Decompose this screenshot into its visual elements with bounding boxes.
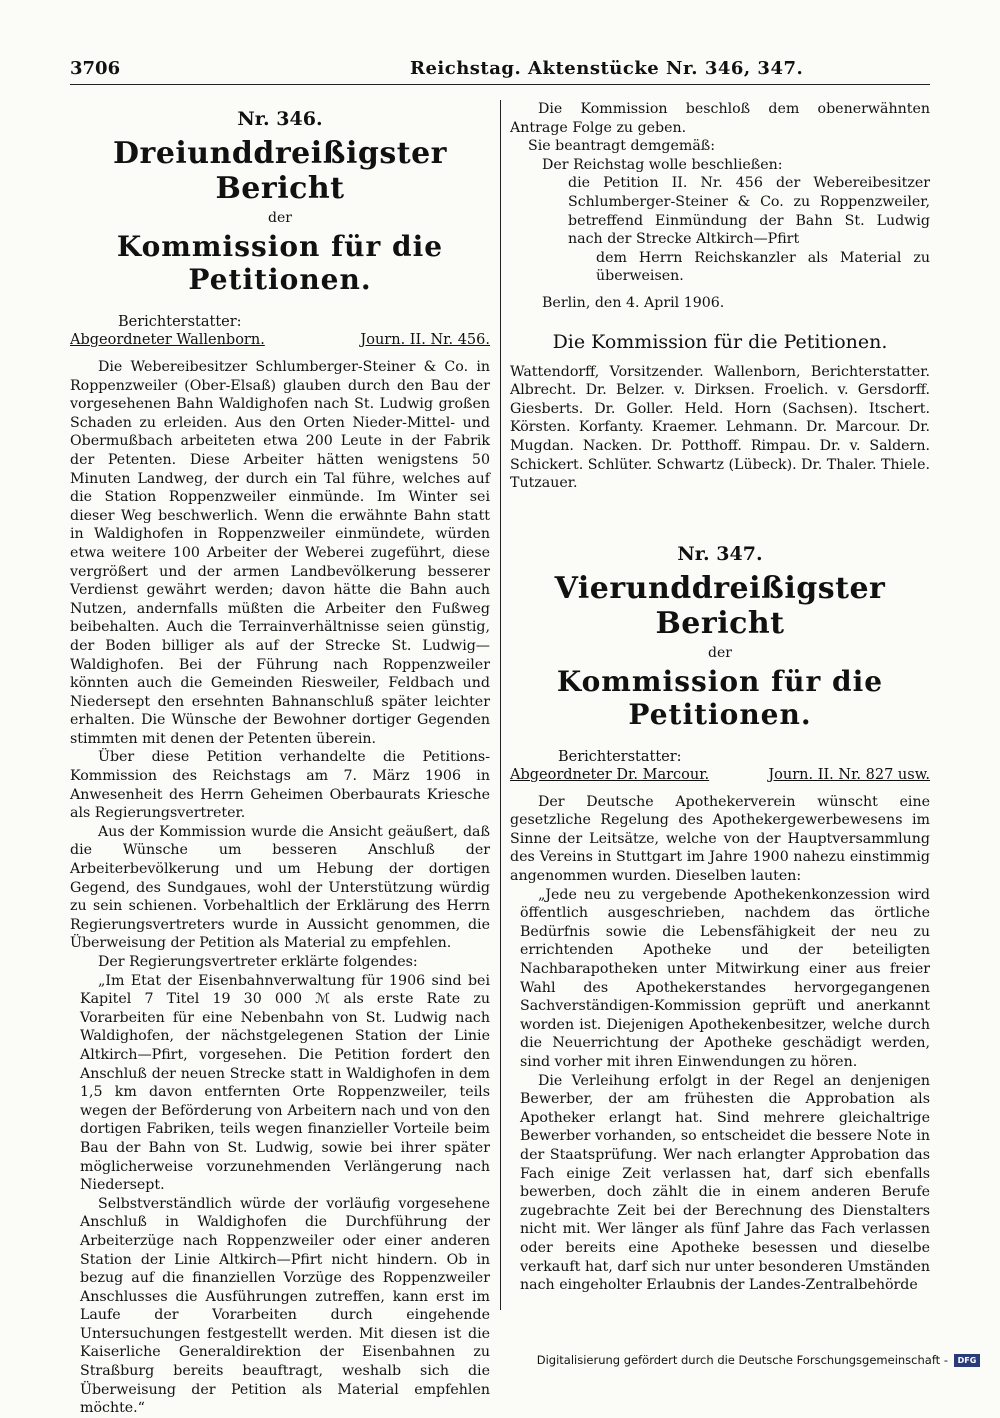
- paragraph: Aus der Kommission wurde die Ansicht geäußert, daß die Wünsche um besseren Anschluß der Arbeiterbevölkerung und um Hebung der dortigen Gegend, des Sundgaues, wohl der Unterstützung würdig zu sein schienen. Vorbehaltlich der Erklärung des Herrn Regierungsvertreters wurde in Aussicht genommen, die Überweisung der Petition als Material zu empfehlen.: [70, 823, 490, 952]
- digitization-text: Digitalisierung gefördert durch die Deutsche Forschungsgemeinschaft -: [536, 1353, 948, 1367]
- right-column: [510, 100, 930, 1295]
- reporter-name: Abgeordneter Wallenborn.: [70, 332, 265, 348]
- paragraph: Über diese Petition verhandelte die Petitions-Kommission des Reichstags am 7. März 1906 in Anwesenheit des Herrn Geheimen Oberbaurats Kriesche als Regierungsvertreter.: [70, 749, 490, 822]
- page-number: 3706: [70, 58, 121, 79]
- document-number: Nr. 347.: [677, 542, 763, 565]
- dfg-logo: DFG: [954, 1354, 980, 1367]
- journal-number: Journ. II. Nr. 456.: [360, 332, 490, 348]
- journal-number: Journ. II. Nr. 827 usw.: [768, 766, 930, 783]
- title-connector: der: [268, 210, 292, 226]
- title-connector: der: [708, 644, 732, 661]
- commission-title: Kommission für die Petitionen.: [556, 664, 884, 731]
- running-head: Reichstag. Aktenstücke Nr. 346, 347.: [410, 58, 804, 79]
- report-title: Dreiunddreißigster Bericht: [113, 136, 447, 206]
- paragraph: Die Kommission beschloß dem obenerwähnten Antrage Folge zu geben.: [510, 101, 930, 136]
- paragraph: Der Deutsche Apothekerverein wünscht eine gesetzliche Regelung des Apothekergewerbewesens im Sinne der Leitsätze, welche von der Hauptversammlung des Vereins in Stuttgart im Jahre 1900 nahezu einstimmig angenommen wurden. Dieselben lauten:: [510, 793, 930, 885]
- quoted-paragraph: Selbstverständlich würde der vorläufig vorgesehene Anschluß in Waldighofen die Durchführung der Arbeiterzüge nach Roppenzweiler oder einer anderen Station der Linie Altkirch—Pfirt nicht hindern. Ob in bezug auf die finanziellen Vorzüge des Roppenzweiler Anschlusses die Ausführungen zutreffen, kann erst im Laufe der Vorarbeiten durch eingehende Untersuchungen festgestellt werden. Mit diesen ist die Kaiserliche Generaldirektion der Eisenbahnen zu Straßburg bereits beauftragt, weshalb sich die Überweisung der Petition als Material empfehlen möchte.“: [80, 1195, 490, 1417]
- paragraph: Der Reichstag wolle beschließen:: [542, 156, 783, 173]
- quoted-paragraph: Die Verleihung erfolgt in der Regel an denjenigen Bewerber, der am frühesten die Approbation als Apotheker erlangt hat. Sind mehrere gleichaltrige Bewerber vorhanden, so entscheidet die bessere Note in der Staatsprüfung. Wer nach erlangter Approbation das Fach einige Zeit verlassen hat, darf sich ebenfalls bewerben, doch zählt die in einem anderen Berufe zugebrachte Zeit bei der Berechnung des Dienstalters nicht mit. Wer länger als fünf Jahre das Fach verlassen oder bereits eine Apotheke besessen und dieselbe verkauft hat, darf sich nur unter besonderen Umständen nach eingeholter Erlaubnis der Landes-Zentralbehörde: [520, 1072, 930, 1294]
- column-divider: [500, 100, 501, 1310]
- member-list: Wattendorff, Vorsitzender. Wallenborn, Berichterstatter. Albrecht. Dr. Belzer. v. Dirksen. Froelich. v. Gersdorff. Giesberts. Dr. Goller. Held. Horn (Sachsen). Itschert. Körsten. Korfanty. Kraemer. Lehmann. Dr. Marcour. Dr. Mugdan. Nacken. Dr. Potthoff. Rimpau. Dr. v. Saldern. Schickert. Schlüter. Schwartz (Lübeck). Dr. Thaler. Thiele. Tutzauer.: [510, 363, 930, 492]
- report-title: Vierunddreißigster Bericht: [554, 570, 886, 641]
- document-number: Nr. 346.: [237, 108, 323, 130]
- commission-signature-head: Die Kommission für die Petitionen.: [552, 330, 888, 353]
- commission-title: Kommission für die Petitionen.: [116, 230, 444, 296]
- reporter-name: Abgeordneter Dr. Marcour.: [510, 766, 710, 783]
- reporter-label: Berichterstatter:: [118, 314, 242, 330]
- page-header: [70, 58, 930, 85]
- quoted-paragraph: „Im Etat der Eisenbahnverwaltung für 1906 sind bei Kapitel 7 Titel 19 30 000 ℳ als erste Rate zu Vorarbeiten für eine Nebenbahn von St. Ludwig nach Waldighofen, der nächstgelegenen Station der Linie Altkirch—Pfirt, vorgesehen. Die Petition fordert den Anschluß der neuen Strecke statt in Waldighofen in dem 1,5 km davon entfernten Orte Roppenzweiler, teils wegen der Beförderung von Arbeitern nach und von den dortigen Fabriken, teils wegen finanzieller Vorteile beim Bau der Bahn von St. Ludwig, sowie bei ihrer später möglicherweise vorzunehmenden Verlängerung nach Niedersept.: [80, 972, 490, 1194]
- reporter-label: Berichterstatter:: [558, 748, 682, 765]
- paragraph: Sie beantragt demgemäß:: [528, 138, 716, 155]
- left-column: [70, 100, 490, 1418]
- paragraph: Der Regierungsvertreter erklärte folgendes:: [98, 954, 418, 970]
- quoted-paragraph: „Jede neu zu vergebende Apothekenkonzession wird öffentlich ausgeschrieben, nachdem das örtliche Bedürfnis sowie die Lebensfähigkeit der neu zu errichtenden Apotheke und der beteiligten Nachbarapotheken unter Mitwirkung einer aus freier Wahl des Apothekerstandes hervorgegangenen Sachverständigen-Kommission geprüft und anerkannt worden ist. Diejenigen Apothekenbesitzer, welche durch die Neuerrichtung der Apotheke geschädigt werden, sind vorher mit ihren Einwendungen zu hören.: [520, 886, 930, 1070]
- motion-text: dem Herrn Reichskanzler als Material zu überweisen.: [596, 249, 930, 285]
- reporter-row: [70, 332, 490, 348]
- digitization-note: [537, 1353, 980, 1367]
- motion-text: die Petition II. Nr. 456 der Webereibesitzer Schlumberger-Steiner & Co. zu Roppenzweiler, betreffend Einmündung der Bahn St. Ludwig nach der Strecke Altkirch—Pfirt: [568, 175, 930, 248]
- paragraph: Die Webereibesitzer Schlumberger-Steiner & Co. in Roppenzweiler (Ober-Elsaß) glauben durch den Bau der vorgesehenen Bahn Waldighofen nach St. Ludwig großen Schaden zu erleiden. Aus den Orten Nieder-Mittel- und Obermußbach arbeiteten etwa 200 Leute in der Fabrik der Petenten. Diese Arbeiter hätten wenigstens 50 Minuten Landweg, der durch ein Tal führe, welches auf die Station Roppenzweiler einmünde. Im Winter sei dieser Weg beschwerlich. Wenn die erwähnte Bahn statt in Waldighofen in Roppenzweiler einmündete, würden etwa weitere 100 Arbeiter der Weberei zugeführt, diese vergrößert und der armen Landbevölkerung besserer Verdienst gewährt werden; davon hätte die Bahn auch Nutzen, andernfalls müßten die Arbeiter den Fußweg beibehalten. Auch die Terrainverhältnisse seien günstig, der Boden billiger als auf der Strecke St. Ludwig—Waldighofen. Bei der Führung nach Roppenzweiler könnten auch die Gemeinden Riesweiler, Feldbach und Niedersept den ersehnten Bahnanschluß später leichter erhalten. Die Wünsche der Bewohner dortiger Gegenden stimmten mit denen der Petenten überein.: [70, 359, 490, 747]
- date-line: Berlin, den 4. April 1906.: [542, 294, 725, 311]
- reporter-row: [510, 767, 930, 783]
